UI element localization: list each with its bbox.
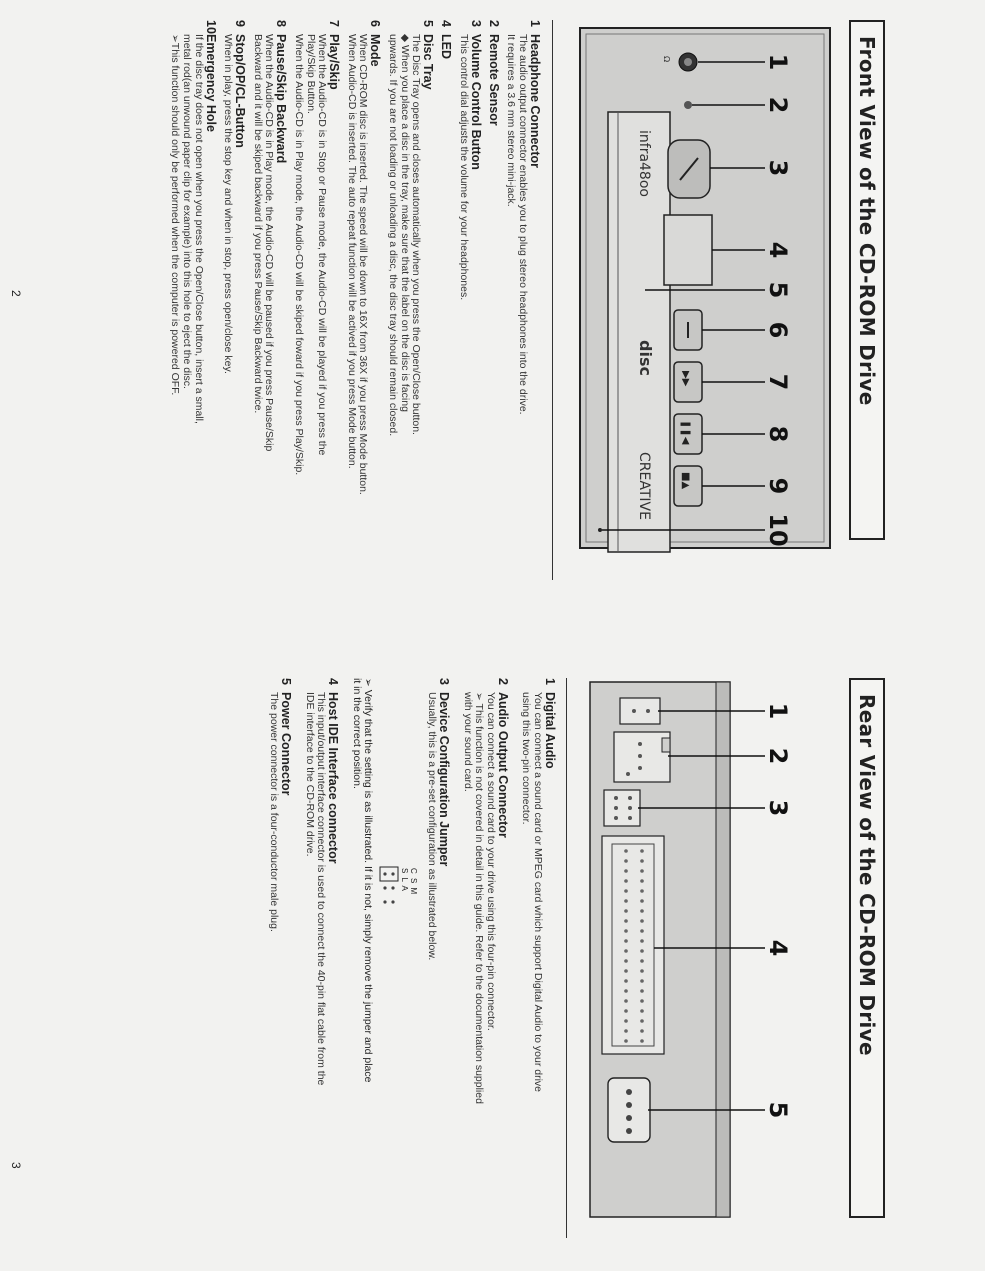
list-item: 7Play/Skip When the Audio-CD is in Stop or Pause mode, the Audio-CD will be played if you press the Play/Skip Button. When the Audio-CD is in Play mode, the Audio-CD will be skiped foward if you press Play/Skip. <box>293 20 342 476</box>
ide-pin <box>640 869 644 873</box>
emergency-hole <box>598 528 602 532</box>
rear-parts-list <box>263 678 557 1248</box>
ide-pin <box>624 929 628 933</box>
drive-model-label: infra48oo <box>636 130 652 197</box>
ide-pin <box>624 1019 628 1023</box>
ide-pin <box>640 1019 644 1023</box>
front-callout-2: 2 <box>764 96 792 114</box>
list-item: 4LED <box>439 20 454 59</box>
jumper-diagram <box>379 866 399 910</box>
remote-sensor <box>684 101 692 109</box>
front-divider <box>552 20 553 580</box>
config-jumper-block <box>604 790 640 826</box>
ide-pin <box>624 869 628 873</box>
rear-callout-2: 2 <box>764 747 792 765</box>
digital-audio-connector <box>620 698 660 724</box>
list-item: 8Pause/Skip Backward When the Audio-CD is in Play mode, the Audio-CD will be paused if you press Pause/Skip Backward and it will be skiped backward if you press Pause/Skip Backward twice. <box>251 20 289 452</box>
ide-pin <box>640 969 644 973</box>
ide-pin <box>640 989 644 993</box>
list-item: 6Mode When CD-ROM disc is inserted. The speed will be down to 16X from 36X if you press Mode button. When Audio-CD is inserted. The auto repeat function will be actived if you press Mode button. <box>345 20 383 495</box>
ide-pin <box>624 889 628 893</box>
ide-pin <box>624 849 628 853</box>
page-number-left: 2 <box>9 290 23 297</box>
ide-pin <box>640 959 644 963</box>
list-item: 1Digital Audio You can connect a sound card or MPEG card which support Digital Audio to your drive using this two-pin connector. <box>520 678 557 1092</box>
rear-divider <box>566 678 567 1238</box>
ide-connector <box>602 836 664 1054</box>
svg-text:Ω: Ω <box>662 56 671 63</box>
ide-pin <box>640 849 644 853</box>
svg-text:❚❚◀: ❚❚◀ <box>680 420 691 445</box>
ide-pin <box>640 939 644 943</box>
front-view-drive-diagram <box>570 20 840 560</box>
ide-pin <box>640 919 644 923</box>
rear-view-title <box>849 678 885 1218</box>
front-callout-8: 8 <box>764 425 792 443</box>
rear-callout-5: 5 <box>764 1101 792 1119</box>
list-item: 3Volume Control Button This control dial adjusts the volume for your headphones. <box>457 20 483 301</box>
rear-callout-3: 3 <box>764 799 792 817</box>
ide-pin <box>640 1009 644 1013</box>
ide-pin <box>640 879 644 883</box>
ide-pin <box>624 999 628 1003</box>
rear-callout-1: 1 <box>764 702 792 720</box>
ide-pin <box>640 979 644 983</box>
ide-pin <box>624 969 628 973</box>
ide-pin <box>640 999 644 1003</box>
front-callout-3: 3 <box>764 159 792 177</box>
ide-pin <box>640 909 644 913</box>
jumper-note: ➢ Verify that the setting is as illustrated. If it is not, simply remove the jumper and place it in the correct position. <box>350 678 375 1083</box>
page-number-right: 3 <box>9 1162 23 1169</box>
ide-pin <box>624 959 628 963</box>
ide-pin <box>640 899 644 903</box>
front-parts-list <box>165 20 542 580</box>
front-view-title <box>849 20 885 540</box>
ide-pin <box>624 1029 628 1033</box>
jumper-illustration <box>377 678 419 1248</box>
ide-pin <box>624 979 628 983</box>
svg-text:■▲: ■▲ <box>680 472 691 490</box>
list-item: 2Audio Output Connector You can connect a sound card to your drive using this four-pin connector. ➢ This function is not covered in detail in this guide. Refer to the documentation supplied with your sound card. <box>461 678 510 1104</box>
ide-pin <box>640 1039 644 1043</box>
ide-pin <box>624 939 628 943</box>
drive-logo: disc <box>636 340 655 376</box>
ide-pin <box>624 859 628 863</box>
rear-view-drive-diagram <box>580 678 840 1223</box>
front-callout-9: 9 <box>764 477 792 495</box>
svg-text:▶▶: ▶▶ <box>680 371 691 387</box>
ide-pin <box>624 909 628 913</box>
list-item: 9Stop/OP/CL-Button When in play, press the stop key and when in stop, press open/close key. <box>222 20 248 374</box>
front-callout-1: 1 <box>764 53 792 71</box>
front-callout-5: 5 <box>764 281 792 299</box>
rear-callout-4: 4 <box>764 939 792 957</box>
ide-pin <box>624 919 628 923</box>
list-item: 4Host IDE Interface connector This input/output interface connector is used to connect the 40-pin flat cable from the IDE interface to the CD-ROM drive. <box>303 678 341 1086</box>
ide-pin <box>624 1039 628 1043</box>
list-item: 2Remote Sensor <box>486 20 501 126</box>
ide-pin <box>640 859 644 863</box>
ide-pin <box>640 949 644 953</box>
jumper-bottom-labels: S L A <box>400 868 410 892</box>
led-window <box>664 215 712 285</box>
front-callout-4: 4 <box>764 241 792 259</box>
rear-view-title-text: Rear View of the CD-ROM Drive <box>855 694 879 1056</box>
ide-pin <box>624 899 628 903</box>
front-callout-6: 6 <box>764 321 792 339</box>
ide-pin <box>640 1029 644 1033</box>
ide-pin <box>624 1009 628 1013</box>
front-callout-7: 7 <box>764 373 792 391</box>
front-callout-10: 10 <box>764 513 792 547</box>
drive-brand-label: CREATIVE <box>636 452 652 520</box>
list-item: 1Headphone Connector The audio output connector enables you to plug stereo headphones into the drive. It requires a 3.6 mm stereo mini-jack. <box>505 20 542 415</box>
list-item: 5Power Connector The power connector is a four-conductor male plug. <box>268 678 294 932</box>
ide-pin <box>624 949 628 953</box>
list-item: 10Emergency Hole If the disc tray does not open when you press the Open/Close button, insert a small, metal rod(an unwound paper clip for example) into this hole to eject the disc. ➢This function should only be performed when the computer is powered OFF. <box>169 20 218 424</box>
ide-pin <box>640 889 644 893</box>
front-view-title-text: Front View of the CD-ROM Drive <box>855 36 879 406</box>
list-item: 3Device Configuration Jumper Usually, this is a pre-set configuration as illustrated below. <box>426 678 452 961</box>
jumper-top-labels: C S M <box>409 868 419 896</box>
ide-pin <box>624 989 628 993</box>
ide-pin <box>640 929 644 933</box>
list-item: 5Disc Tray The Disc Tray opens and closes automatically when you press the Open/Close button. ◆ When you place a disc in the tray, make sure that the label on the disc is facing upwards. If you are not loading or unloading a disc, the disc tray should remain closed. <box>387 20 436 437</box>
ide-pin <box>624 879 628 883</box>
